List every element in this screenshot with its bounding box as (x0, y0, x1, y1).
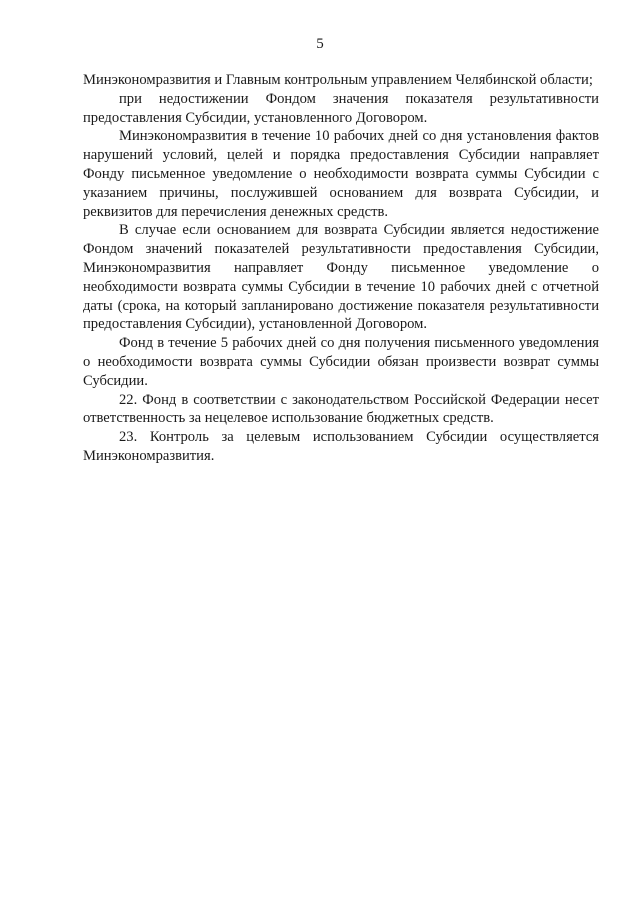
paragraph-item-23: 23. Контроль за целевым использованием Субсидии осуществляется Минэкономразвития. (83, 429, 599, 464)
document-body (83, 71, 599, 466)
paragraph-item-22: 22. Фонд в соответствии с законодательством Российской Федерации несет ответственность за нецелевое использование бюджетных средств. (83, 391, 599, 427)
paragraph-notification: Минэкономразвития в течение 10 рабочих дней со дня установления фактов нарушений условий, целей и порядка предоставления Субсидии направляет Фонду письменное уведомление о необходимости возврата суммы Субсидии с указанием причины, послужившей основанием для возврата Субсидии, и реквизитов для перечисления денежных средств. (83, 128, 599, 220)
page-number: 5 (316, 36, 324, 52)
paragraph-non-achievement: при недостижении Фондом значения показателя результативности предоставления Субсидии, установленного Договором. (83, 90, 599, 126)
paragraph-continuation: Минэкономразвития и Главным контрольным управлением Челябинской области; (83, 72, 593, 88)
paragraph-fund-return: Фонд в течение 5 рабочих дней со дня получения письменного уведомления о необходимости возврата суммы Субсидии обязан произвести возврат суммы Субсидии. (83, 335, 599, 389)
paragraph-indicator-return: В случае если основанием для возврата Субсидии является недостижение Фондом значений показателей результативности предоставления Субсидии, Минэкономразвития направляет Фонду письменное уведомление о необходимости возврата суммы Субсидии в течение 10 рабочих дней с отчетной даты (срока, на который запланировано достижение показателя результативности предоставления Субсидии), установленной Договором. (83, 222, 599, 333)
